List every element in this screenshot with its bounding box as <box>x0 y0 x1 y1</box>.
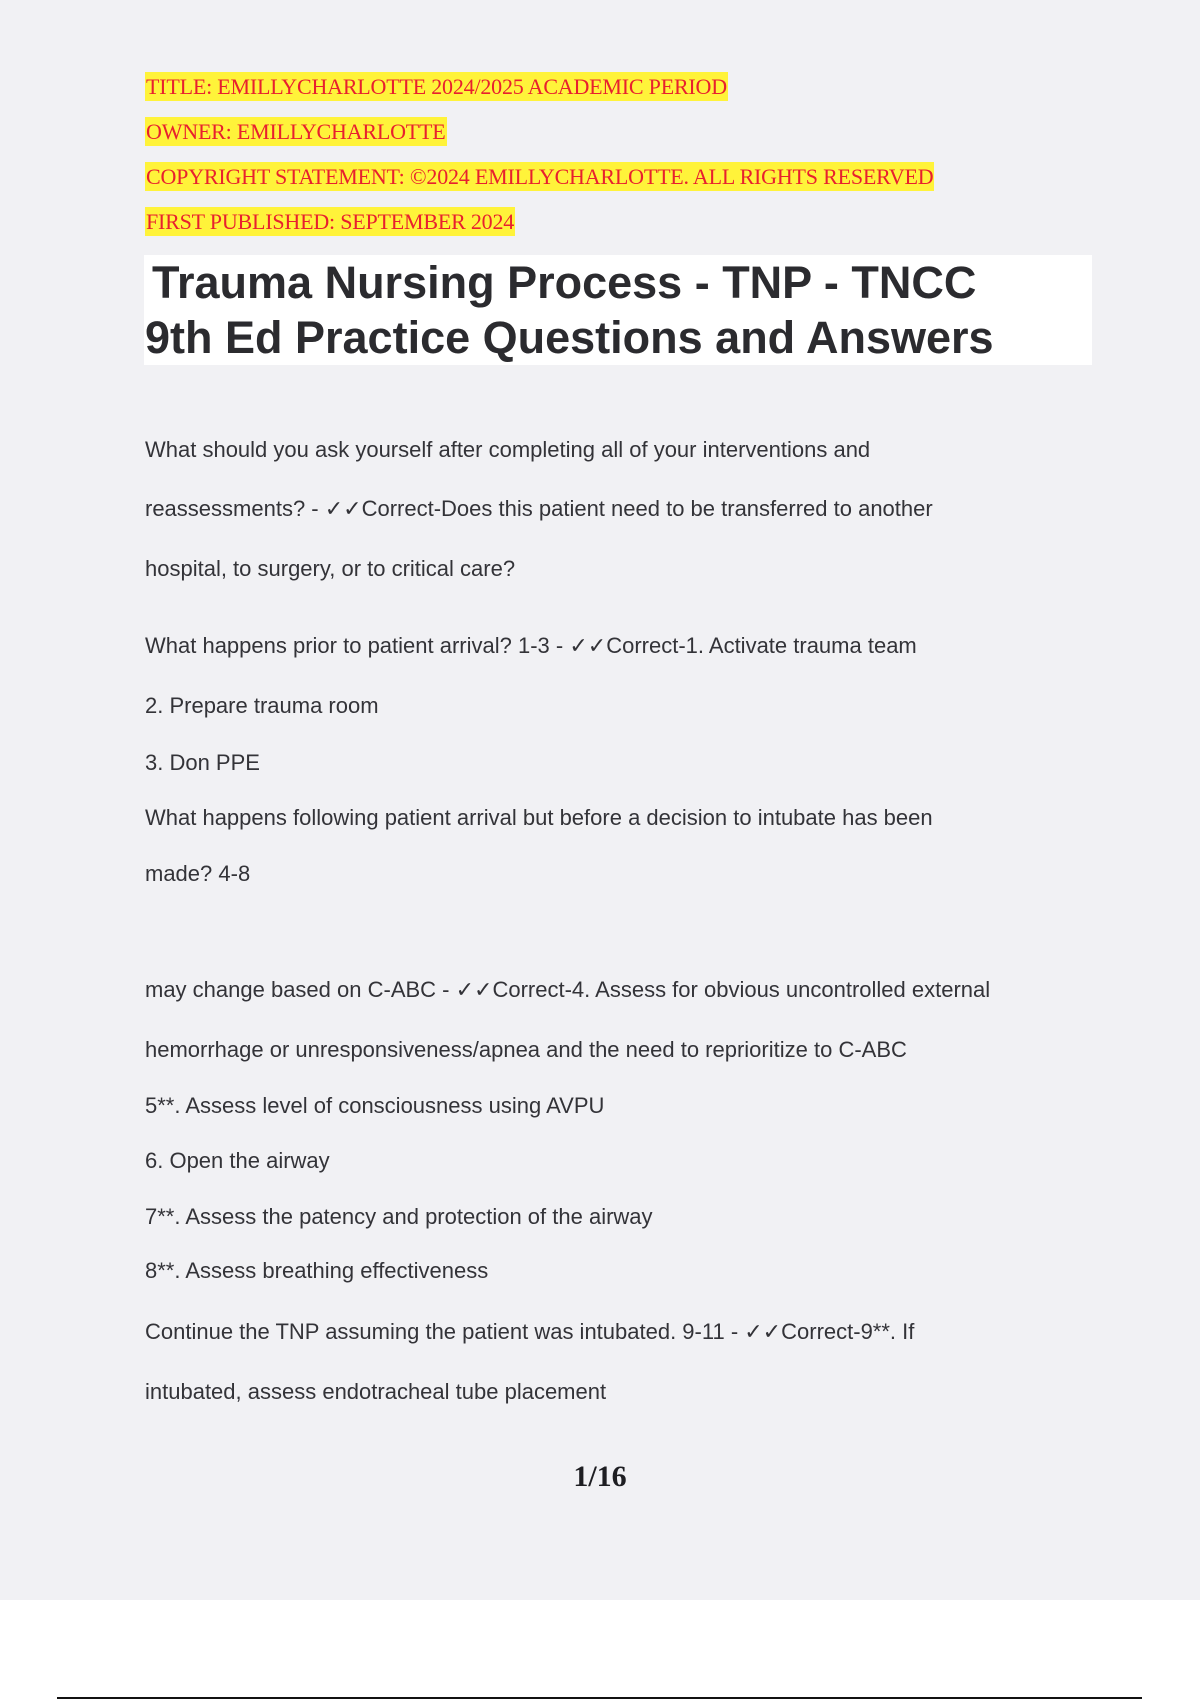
body-line: 6. Open the airway <box>145 1148 330 1173</box>
meta-title-line: TITLE: EMILLYCHARLOTTE 2024/2025 ACADEMIC PERIOD <box>146 74 727 99</box>
footer-divider <box>57 1697 1142 1699</box>
meta-owner-line: OWNER: EMILLYCHARLOTTE <box>146 119 446 144</box>
body-line: hospital, to surgery, or to critical care? <box>145 556 516 581</box>
body-line: 2. Prepare trauma room <box>145 693 379 718</box>
body-line: hemorrhage or unresponsiveness/apnea and the need to reprioritize to C-ABC <box>145 1037 907 1062</box>
body-line: made? 4-8 <box>145 861 251 886</box>
body-line: What happens prior to patient arrival? 1-3 - ✓✓Correct-1. Activate trauma team <box>145 633 917 658</box>
body-line: What should you ask yourself after completing all of your interventions and <box>145 437 871 462</box>
body-line: 7**. Assess the patency and protection of the airway <box>145 1204 653 1229</box>
body-line: What happens following patient arrival but before a decision to intubate has been <box>145 805 933 830</box>
document-title-line-1: Trauma Nursing Process - TNP - TNCC <box>152 257 977 308</box>
body-line: 8**. Assess breathing effectiveness <box>145 1258 489 1283</box>
body-line: 3. Don PPE <box>145 750 260 775</box>
body-line: may change based on C-ABC - ✓✓Correct-4. Assess for obvious uncontrolled external <box>145 977 991 1002</box>
page-number: 1/16 <box>573 1460 627 1493</box>
document-title-line-2: 9th Ed Practice Questions and Answers <box>145 312 994 363</box>
meta-copyright-line: COPYRIGHT STATEMENT: ©2024 EMILLYCHARLOTTE. ALL RIGHTS RESERVED <box>146 164 934 189</box>
body-line: reassessments? - ✓✓Correct-Does this patient need to be transferred to another <box>145 496 933 521</box>
document-title <box>144 255 1092 365</box>
body-line: Continue the TNP assuming the patient was intubated. 9-11 - ✓✓Correct-9**. If <box>145 1319 915 1344</box>
body-line: intubated, assess endotracheal tube placement <box>145 1379 607 1404</box>
body-line: 5**. Assess level of consciousness using AVPU <box>145 1093 605 1118</box>
meta-published-line: FIRST PUBLISHED: SEPTEMBER 2024 <box>146 209 515 234</box>
